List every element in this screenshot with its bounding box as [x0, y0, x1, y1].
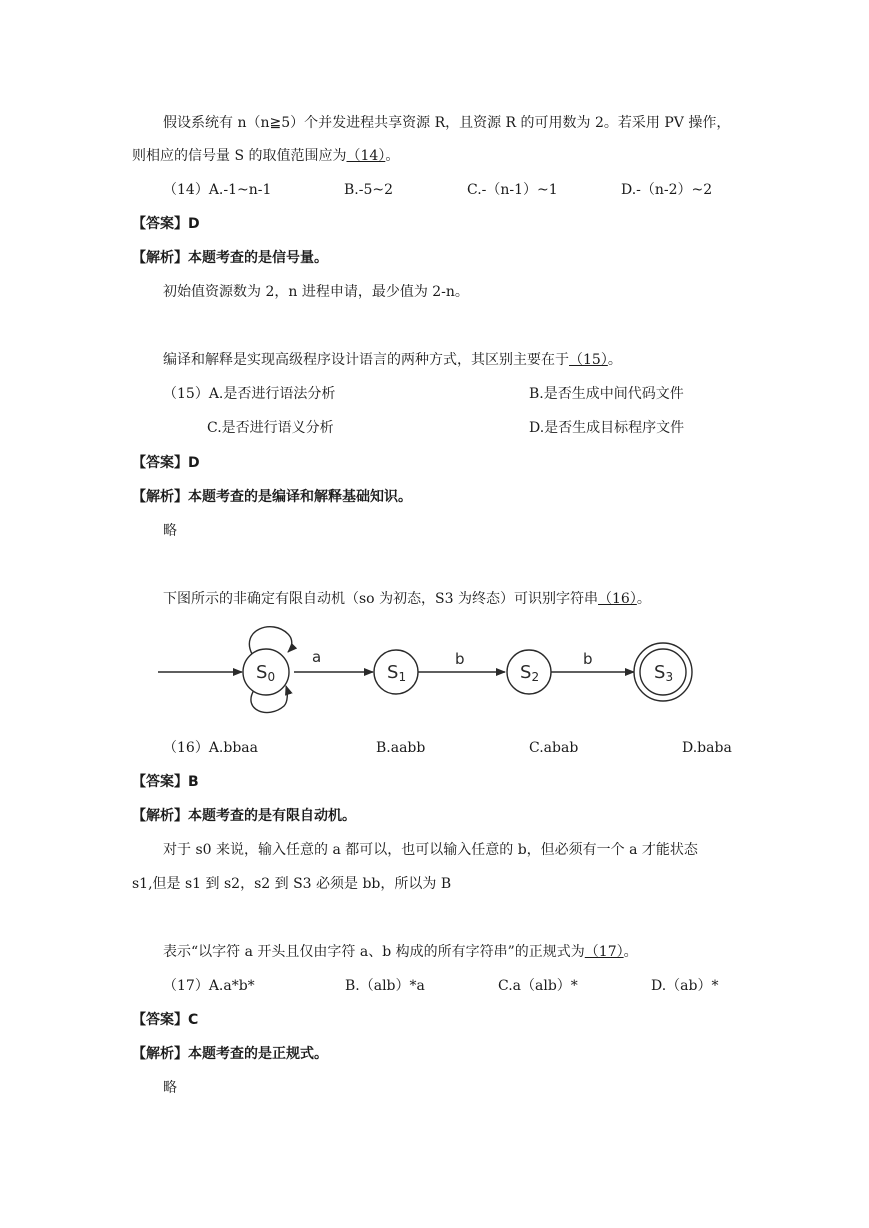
- q16-stem: 下图所示的非确定有限自动机（so 为初态，S3 为终态）可识别字符串（16）。: [163, 591, 651, 607]
- q16-explanation-line2: s1,但是 s1 到 s2，s2 到 S3 必须是 bb，所以为 B: [132, 876, 452, 892]
- transition-label-b2: b: [583, 650, 593, 668]
- q14-option-c: C.-（n-1）~1: [467, 182, 558, 198]
- q14-option-b: B.-5~2: [344, 182, 394, 198]
- q15-option-d: D.是否生成目标程序文件: [529, 420, 685, 436]
- q17-stem: 表示“以字符 a 开头且仅由字符 a、b 构成的所有字符串”的正规式为（17）。: [163, 944, 638, 960]
- q16-option-a: （16）A.bbaa: [163, 740, 258, 756]
- automaton-diagram: [150, 620, 710, 720]
- q17-analysis: 【解析】本题考查的是正规式。: [132, 1046, 328, 1062]
- q16-explanation-line1: 对于 s0 来说，输入任意的 a 都可以，也可以输入任意的 b，但必须有一个 a 才能状态: [163, 842, 698, 858]
- q17-answer: 【答案】C: [132, 1012, 199, 1028]
- q14-option-d: D.-（n-2）~2: [621, 182, 713, 198]
- q17-option-b: B.（alb）*a: [345, 978, 425, 994]
- q14-explanation: 初始值资源数为 2，n 进程申请，最少值为 2-n。: [163, 284, 469, 300]
- q17-explanation: 略: [163, 1080, 177, 1096]
- state-label-s1: S1: [387, 662, 407, 684]
- q14-blank: （14）: [346, 148, 386, 164]
- q14-stem-line2: 则相应的信号量 S 的取值范围应为（14）。: [132, 148, 400, 164]
- q14-option-a: （14）A.-1~n-1: [163, 182, 272, 198]
- q17-blank: （17）: [584, 944, 624, 960]
- state-label-s3: S3: [654, 662, 674, 684]
- q15-stem: 编译和解释是实现高级程序设计语言的两种方式，其区别主要在于（15）。: [163, 352, 622, 368]
- transition-label-b1: b: [455, 650, 465, 668]
- q16-option-b: B.aabb: [376, 740, 426, 756]
- q16-analysis: 【解析】本题考查的是有限自动机。: [132, 808, 356, 824]
- state-label-s0: S0: [256, 662, 276, 684]
- q15-explanation: 略: [163, 523, 177, 539]
- q14-stem-line1: 假设系统有 n（n≧5）个并发进程共享资源 R，且资源 R 的可用数为 2。若采用 PV 操作，: [163, 115, 731, 131]
- q15-option-c: C.是否进行语义分析: [207, 420, 334, 436]
- q17-option-d: D.（ab）*: [651, 978, 719, 994]
- q16-blank: （16）: [598, 591, 637, 607]
- state-label-s2: S2: [520, 662, 540, 684]
- q16-option-d: D.baba: [682, 740, 732, 756]
- q15-analysis: 【解析】本题考查的是编译和解释基础知识。: [132, 489, 412, 505]
- q15-blank: （15）: [569, 352, 608, 368]
- q14-analysis: 【解析】本题考查的是信号量。: [132, 250, 328, 266]
- q16-option-c: C.abab: [529, 740, 579, 756]
- q16-answer: 【答案】B: [132, 774, 199, 790]
- q14-answer: 【答案】D: [132, 216, 200, 232]
- q17-option-c: C.a（alb）*: [498, 978, 578, 994]
- q15-option-b: B.是否生成中间代码文件: [529, 386, 684, 402]
- transition-label-a: a: [312, 648, 322, 666]
- q15-answer: 【答案】D: [132, 455, 200, 471]
- q17-option-a: （17）A.a*b*: [163, 978, 255, 994]
- q15-option-a: （15）A.是否进行语法分析: [163, 386, 336, 402]
